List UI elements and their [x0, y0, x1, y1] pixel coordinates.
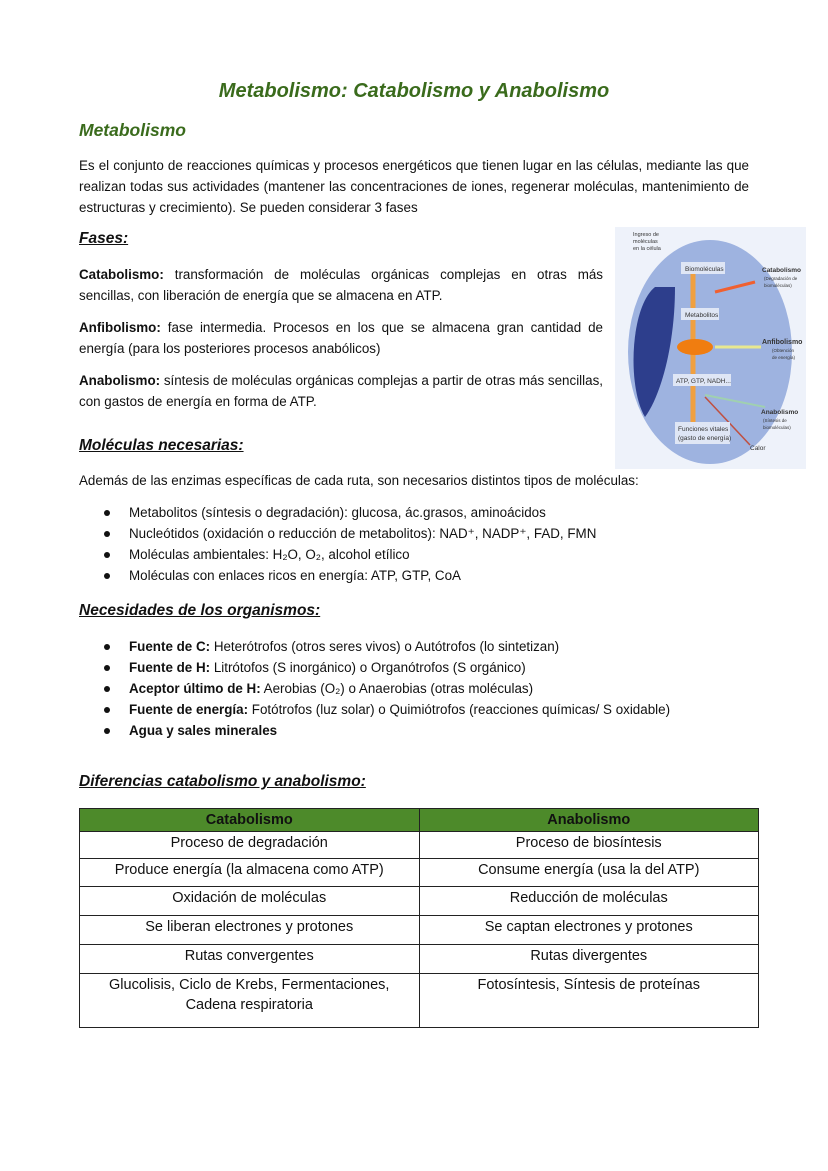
necesidades-heading: Necesidades de los organismos:: [79, 602, 321, 619]
list-item: [104, 678, 670, 699]
table-row: [80, 974, 759, 1028]
metabolism-cell-figure: [615, 227, 806, 469]
fig-anfibolismo-2: (Obtención: [772, 348, 795, 353]
list-item: [104, 720, 670, 741]
cell: Reducción de moléculas: [419, 887, 759, 916]
fase-catabolismo: [79, 264, 603, 306]
term: Anabolismo:: [79, 373, 161, 388]
list-item: [104, 699, 670, 720]
desc: Fotótrofos (luz solar) o Quimiótrofos (reacciones químicas/ S oxidable): [248, 702, 671, 717]
cell: Proceso de biosíntesis: [419, 832, 759, 859]
moleculas-intro: Además de las enzimas específicas de cada ruta, son necesarios distintos tipos de moléculas:: [79, 473, 639, 488]
list-item: [104, 636, 670, 657]
metabolismo-paragraph: Es el conjunto de reacciones químicas y procesos energéticos que tienen lugar en las células, mediante las que realizan todas sus actividades (mantener las concentraciones de iones, regenerar moléculas, mantenimiento de estructuras y crecimiento). Se pueden considerar 3 fases: [79, 158, 749, 215]
cell: Fotosíntesis, Síntesis de proteínas: [419, 974, 759, 1028]
fig-funciones-1: Funciones vitales: [678, 426, 729, 433]
cell: Se captan electrones y protones: [419, 916, 759, 945]
term: Fuente de energía:: [129, 702, 249, 717]
table-header: [80, 809, 759, 832]
table-row: [80, 916, 759, 945]
fig-atp: ATP, GTP, NADH...: [676, 378, 731, 385]
fig-anfibolismo-3: de energía): [772, 355, 796, 360]
cell: Proceso de degradación: [80, 832, 420, 859]
desc: transformación de moléculas orgánicas complejas en otras más sencillas, con liberación de energía que se almacena en ATP.: [79, 267, 603, 303]
moleculas-heading: Moléculas necesarias:: [79, 437, 244, 454]
list-item: Moléculas con enlaces ricos en energía: ATP, GTP, CoA: [104, 565, 596, 586]
fig-ingreso-3: en la célula: [633, 246, 661, 252]
term: Catabolismo:: [79, 267, 164, 282]
moleculas-list: [104, 502, 596, 586]
term: Fuente de H:: [129, 660, 211, 675]
fig-anabolismo-3: biomoléculas): [763, 425, 791, 430]
cell: Consume energía (usa la del ATP): [419, 859, 759, 887]
page-title: Metabolismo: Catabolismo y Anabolismo: [218, 80, 610, 102]
fase-anfibolismo: [79, 317, 603, 359]
diferencias-heading: Diferencias catabolismo y anabolismo:: [79, 773, 366, 790]
fig-catabolismo-3: biomoléculas): [764, 283, 792, 288]
fig-anfibolismo: Anfibolismo: [762, 339, 803, 346]
fig-ingreso-1: Ingreso de: [633, 232, 659, 238]
list-item: Moléculas ambientales: H₂O, O₂, alcohol etílico: [104, 544, 596, 565]
column-header: Catabolismo: [80, 809, 420, 832]
cell: Se liberan electrones y protones: [80, 916, 420, 945]
list-item: [104, 657, 670, 678]
cell: Oxidación de moléculas: [80, 887, 420, 916]
table-row: [80, 887, 759, 916]
term: Anfibolismo:: [79, 320, 161, 335]
table-row: [80, 945, 759, 974]
cell: Glucolisis, Ciclo de Krebs, Fermentaciones, Cadena respiratoria: [80, 974, 420, 1028]
fase-anabolismo: [79, 370, 603, 412]
list-item: Nucleótidos (oxidación o reducción de metabolitos): NAD⁺, NADP⁺, FAD, FMN: [104, 523, 596, 544]
fig-biomoleculas: Biomoléculas: [685, 266, 724, 273]
fig-catabolismo: Catabolismo: [762, 267, 802, 274]
necesidades-list: [104, 636, 670, 741]
cell: Rutas convergentes: [80, 945, 420, 974]
fig-catabolismo-2: (Degradación de: [764, 276, 798, 281]
fig-ingreso-2: moléculas: [633, 239, 658, 245]
cell: Produce energía (la almacena como ATP): [80, 859, 420, 887]
fig-anabolismo-2: (Síntesis de: [763, 418, 787, 423]
cell: Rutas divergentes: [419, 945, 759, 974]
desc: Litrótofos (S inorgánico) o Organótrofos (S orgánico): [210, 660, 526, 675]
fases-heading: Fases:: [79, 230, 129, 247]
fig-calor: Calor: [750, 445, 766, 452]
diferencias-table: [79, 808, 759, 1028]
term: Agua y sales minerales: [129, 723, 278, 738]
desc: fase intermedia. Procesos en los que se almacena gran cantidad de energía (para los posteriores procesos anabólicos): [79, 320, 603, 356]
fig-metabolitos: Metabolitos: [685, 312, 719, 319]
term: Aceptor último de H:: [129, 681, 261, 696]
section-heading-metabolismo: Metabolismo: [79, 120, 186, 140]
fig-anabolismo: Anabolismo: [761, 409, 799, 416]
desc: Heterótrofos (otros seres vivos) o Autótrofos (lo sintetizan): [210, 639, 560, 654]
column-header: Anabolismo: [419, 809, 759, 832]
term: Fuente de C:: [129, 639, 211, 654]
table-row: [80, 859, 759, 887]
list-item: Metabolitos (síntesis o degradación): glucosa, ác.grasos, aminoácidos: [104, 502, 596, 523]
table-row: [80, 832, 759, 859]
desc: Aerobias (O₂) o Anaerobias (otras moléculas): [260, 681, 534, 696]
fig-funciones-2: (gasto de energía): [678, 435, 732, 442]
desc: síntesis de moléculas orgánicas complejas a partir de otras más sencillas, con gastos de energía en forma de ATP.: [79, 373, 603, 409]
